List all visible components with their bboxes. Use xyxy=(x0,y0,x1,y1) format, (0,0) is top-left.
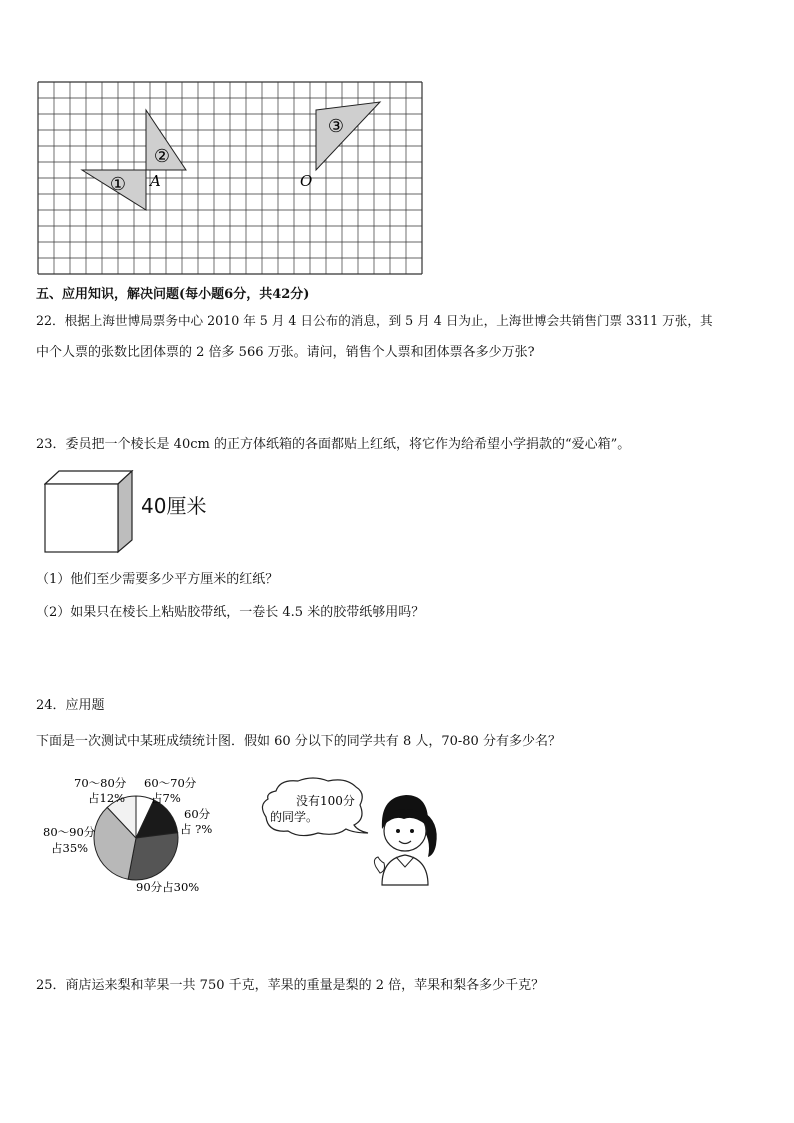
speech-line-2: 的同学。 xyxy=(270,810,319,824)
cube-front-face xyxy=(45,484,118,552)
q23-sub-2: （2）如果只在棱长上粘贴胶带纸，一卷长 4.5 米的胶带纸够用吗？ xyxy=(36,605,425,620)
cube-top-face xyxy=(45,471,132,484)
cube-side-face xyxy=(118,471,132,552)
cube-figure xyxy=(44,470,140,556)
pie-chart xyxy=(36,770,236,900)
triangle-2-label: ② xyxy=(153,146,171,167)
girl-body xyxy=(382,855,428,885)
slice-label-90-line1: 90分占30% xyxy=(136,880,200,894)
speech-line-1: 没有100分 xyxy=(296,794,355,808)
slice-label-70-80-line1: 70～80分 xyxy=(74,776,127,790)
cube-edge-label: 40厘米 xyxy=(141,494,207,518)
section-5-title: 五、应用知识，解决问题(每小题6分，共42分) xyxy=(36,287,310,302)
slice-label-60-70-line2: 占7% xyxy=(151,791,181,805)
slice-label-70-80-line2: 占12% xyxy=(88,791,126,805)
girl-illustration xyxy=(258,775,448,890)
slice-label-below60-line2: 占 ?% xyxy=(180,822,213,836)
q22-line-1: 22．根据上海世博局票务中心 2010 年 5 月 4 日公布的消息，到 5 月 4 日为止，上海世博会共销售门票 3311 万张，其 xyxy=(36,313,713,328)
q22-line-2: 中个人票的张数比团体票的 2 倍多 566 万张。请问，销售个人票和团体票各多少万张? xyxy=(36,345,535,360)
girl-eye-right xyxy=(410,829,414,833)
point-a-label: A xyxy=(150,172,161,190)
girl-hand xyxy=(374,857,384,873)
triangle-1-label: ① xyxy=(109,174,127,195)
q25-text: 25．商店运来梨和苹果一共 750 千克，苹果的重量是梨的 2 倍，苹果和梨各多少千克？ xyxy=(36,978,545,993)
triangle-3 xyxy=(316,102,380,170)
pie-slices xyxy=(94,796,178,880)
q24-text: 下面是一次测试中某班成绩统计图．假如 60 分以下的同学共有 8 人，70-80 分有多少名？ xyxy=(36,734,561,749)
q24-heading: 24．应用题 xyxy=(36,698,105,713)
girl-eye-left xyxy=(396,829,400,833)
slice-label-below60-line1: 60分 xyxy=(184,807,211,821)
slice-label-80-90-line1: 80～90分 xyxy=(43,825,96,839)
grid-figure xyxy=(36,80,426,280)
point-o-label: O xyxy=(300,172,313,190)
slice-label-80-90-line2: 占35% xyxy=(51,841,89,855)
q23-text: 23．委员把一个棱长是 40cm 的正方体纸箱的各面都贴上红纸，将它作为给希望小学捐款的“爱心箱”。 xyxy=(36,437,631,452)
q23-sub-1: （1）他们至少需要多少平方厘米的红纸？ xyxy=(36,572,279,587)
triangle-3-label: ③ xyxy=(327,116,345,137)
slice-label-60-70-line1: 60～70分 xyxy=(144,776,197,790)
